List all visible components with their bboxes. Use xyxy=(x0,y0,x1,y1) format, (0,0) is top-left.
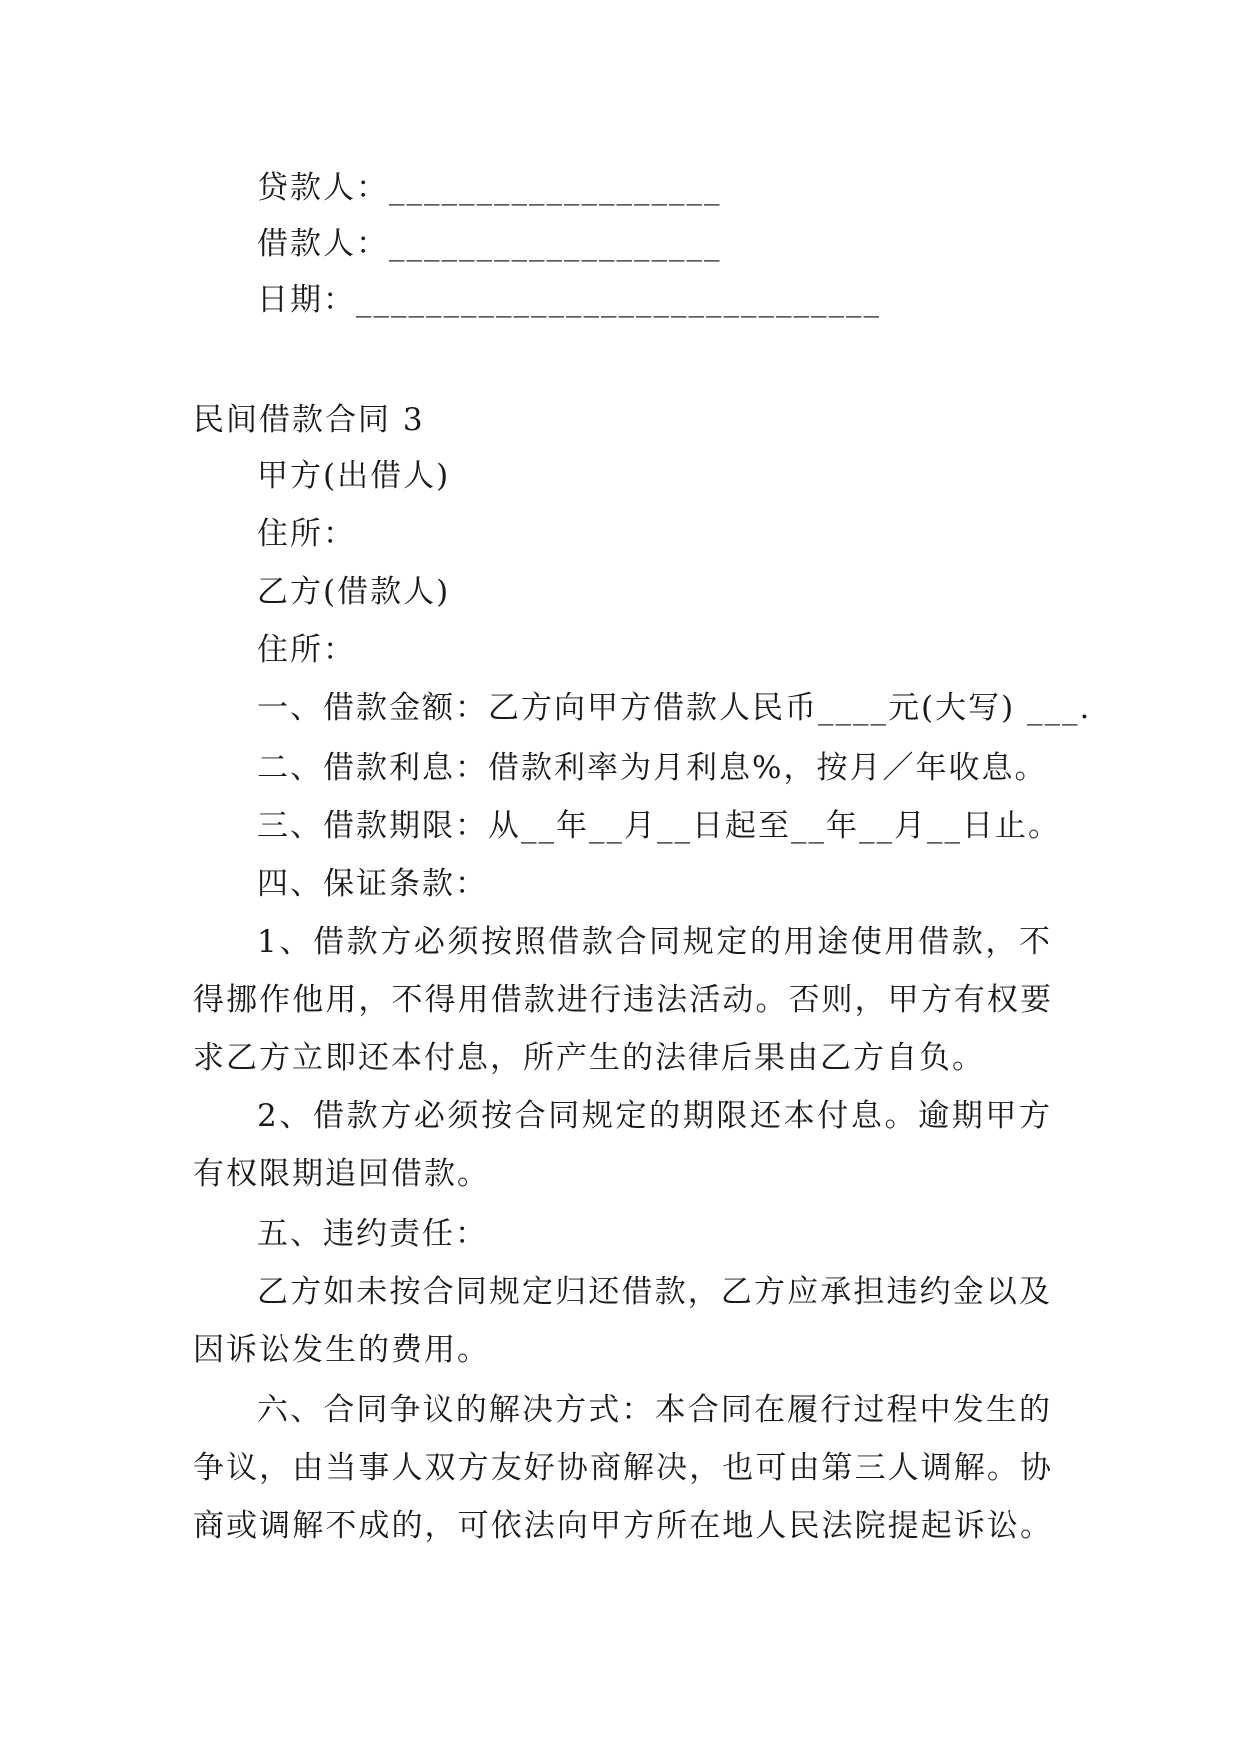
borrower-signature-line: 借款人：___________________ xyxy=(257,226,722,262)
party-b-address: 住所： xyxy=(257,632,356,668)
guarantee-item2-line2: 有权限期追回借款。 xyxy=(193,1156,490,1192)
clause-loan-amount: 一、借款金额：乙方向甲方借款人民币____元(大写) ___. xyxy=(257,690,1092,726)
dispute-line3: 商或调解不成的，可依法向甲方所在地人民法院提起诉讼。 xyxy=(193,1508,1053,1544)
liability-body-line1: 乙方如未按合同规定归还借款，乙方应承担违约金以及 xyxy=(257,1274,1052,1310)
dispute-line2: 争议，由当事人双方友好协商解决，也可由第三人调解。协 xyxy=(193,1450,1053,1486)
clause-guarantee-heading: 四、保证条款： xyxy=(257,866,488,902)
guarantee-item1-line3: 求乙方立即还本付息，所产生的法律后果由乙方自负。 xyxy=(193,1040,985,1076)
liability-body-line2: 因诉讼发生的费用。 xyxy=(193,1332,490,1368)
guarantee-item2-line1: 2、借款方必须按合同规定的期限还本付息。逾期甲方 xyxy=(257,1098,1052,1134)
party-b: 乙方(借款人) xyxy=(257,574,451,610)
clause-liability-heading: 五、违约责任： xyxy=(257,1216,488,1252)
date-line: 日期：______________________________ xyxy=(257,282,881,318)
guarantee-item1-line2: 得挪作他用，不得用借款进行违法活动。否则，甲方有权要 xyxy=(193,982,1053,1018)
clause-term: 三、借款期限：从__年__月__日起至__年__月__日止。 xyxy=(257,808,1061,844)
dispute-line1: 六、合同争议的解决方式：本合同在履行过程中发生的 xyxy=(257,1392,1052,1428)
guarantee-item1-line1: 1、借款方必须按照借款合同规定的用途使用借款，不 xyxy=(257,924,1052,960)
clause-interest: 二、借款利息：借款利率为月利息%，按月／年收息。 xyxy=(257,750,1048,786)
contract-title: 民间借款合同 3 xyxy=(193,402,425,438)
lender-signature-line: 贷款人：___________________ xyxy=(257,170,722,206)
party-a-address: 住所： xyxy=(257,516,356,552)
party-a: 甲方(出借人) xyxy=(257,458,451,494)
